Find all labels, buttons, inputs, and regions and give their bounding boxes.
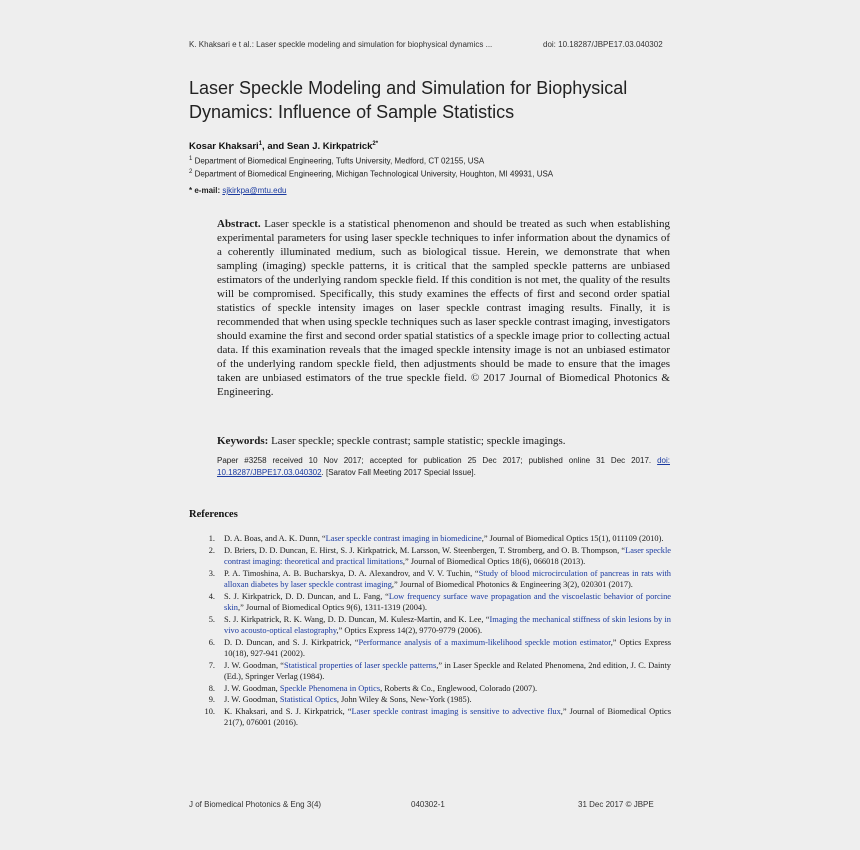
reference-text-tail: , John Wiley & Sons, New-York (1985). bbox=[336, 695, 472, 705]
author-2: , and Sean J. Kirkpatrick bbox=[262, 141, 373, 153]
paper-history-text: Paper #3258 received 10 Nov 2017; accepted for publication 25 Dec 2017; published online 31 Dec 2017. bbox=[217, 456, 652, 465]
reference-text: D. Briers, D. D. Duncan, E. Hirst, S. J. Kirkpatrick, M. Larsson, W. Steenbergen, T. Stromberg, and O. B. Thompson, “ bbox=[224, 545, 626, 555]
reference-text: D. A. Boas, and A. K. Dunn, “ bbox=[224, 534, 326, 543]
author-1: Kosar Khaksari bbox=[189, 141, 259, 153]
reference-number: 8. bbox=[208, 683, 215, 693]
abstract-text: Laser speckle is a statistical phenomenon and should be treated as such when establishing experimental parameters for using laser speckle techniques to infer information about the dynamics of a coherently illuminated medium, such as biological tissue. Herein, we demonstrate that when sampling (imaging) speckle patterns, it is critical that the sampled speckle patterns are unbiased estimators of the underlying random speckle field. If this condition is not met, the quality of the results will be compromised. Specifically, this study examines the effects of first and second order spatial statistics of speckle intensity images on laser speckle contrast imaging results. Finally, it is recommended that when using speckle techniques such as laser speckle contrast imaging, investigators should examine the first and second order spatial statistics of a speckle image prior to collecting actual data. If this examination reveals that the imaged speckle intensity image is not an unbiased estimator of the underlying random speckle field, then adjustments should be made to ensure that the images taken are unbiased estimators of the true speckle field. © 2017 Journal of Biomedical Photonics & Engineering. bbox=[217, 218, 670, 398]
reference-number: 1. bbox=[208, 534, 215, 543]
reference-link[interactable]: Laser speckle contrast imaging: theoretical and practical limitations bbox=[224, 545, 671, 566]
reference-item bbox=[189, 614, 671, 637]
references-heading: References bbox=[189, 509, 238, 520]
reference-text: D. D. Duncan, and S. J. Kirkpatrick, “ bbox=[224, 637, 359, 647]
reference-item bbox=[189, 637, 671, 660]
affiliation-2-text: Department of Biomedical Engineering, Michigan Technological University, Houghton, MI 49931, USA bbox=[194, 169, 554, 179]
affiliation-2-mark: 2 bbox=[189, 169, 193, 175]
reference-link[interactable]: Study of blood microcirculation of pancreas in rats with alloxan diabetes by laser speckle contrast imaging bbox=[224, 568, 671, 589]
reference-text-tail: , Roberts & Co., Englewood, Colorado (2007). bbox=[380, 683, 538, 693]
footer-page-id: 040302-1 bbox=[411, 800, 445, 809]
author-list bbox=[189, 141, 378, 152]
keywords-text: Laser speckle; speckle contrast; sample statistic; speckle imagings. bbox=[268, 435, 566, 447]
affiliation-1-mark: 1 bbox=[189, 156, 193, 162]
reference-text-tail: ,” Journal of Biomedical Optics 18(6), 066018 (2013). bbox=[402, 557, 586, 566]
reference-item bbox=[189, 660, 671, 683]
paper-title bbox=[189, 76, 669, 124]
reference-text: J. W. Goodman, bbox=[224, 683, 280, 693]
reference-number: 10. bbox=[204, 706, 215, 716]
reference-number: 5. bbox=[208, 614, 215, 624]
reference-text-tail: ,” Journal of Biomedical Optics 9(6), 1311-1319 (2004). bbox=[237, 603, 427, 612]
reference-text-tail: ,” Optics Express 14(2), 9770-9779 (2006). bbox=[336, 626, 483, 635]
reference-number: 2. bbox=[208, 545, 215, 555]
running-header-title: K. Khaksari e t al.: Laser speckle modeling and simulation for biophysical dynamics ... bbox=[189, 40, 493, 49]
reference-link[interactable]: Statistical properties of laser speckle patterns bbox=[284, 660, 437, 670]
doi-link[interactable]: doi: 10.18287/JBPE17.03.040302 bbox=[217, 456, 670, 477]
reference-text: K. Khaksari, and S. J. Kirkpatrick, “ bbox=[224, 706, 352, 716]
reference-item bbox=[189, 533, 671, 544]
reference-text-tail: ,” Journal of Biomedical Photonics & Engineering 3(2), 020301 (2017). bbox=[391, 580, 633, 589]
reference-link[interactable]: Speckle Phenomena in Optics bbox=[279, 683, 381, 693]
footer-date: 31 Dec 2017 © JBPE bbox=[578, 800, 654, 809]
reference-text: J. W. Goodman, bbox=[224, 695, 280, 705]
paper-title-line-2: Dynamics: Influence of Sample Statistics bbox=[189, 102, 515, 122]
corresponding-email bbox=[189, 186, 287, 195]
reference-number: 6. bbox=[208, 637, 215, 647]
reference-item bbox=[189, 683, 671, 694]
author-1-affil-mark: 1 bbox=[258, 141, 263, 147]
reference-link[interactable]: Laser speckle contrast imaging in biomedicine bbox=[325, 534, 482, 543]
email-link[interactable]: sjkirkpa@mtu.edu bbox=[222, 186, 287, 195]
reference-item bbox=[189, 545, 671, 568]
author-2-affil-mark: 2* bbox=[372, 141, 379, 147]
reference-number: 7. bbox=[208, 660, 215, 670]
abstract bbox=[217, 217, 670, 399]
reference-text-tail: ,” in Laser Speckle and Related Phenomena, 2nd edition, J. C. Dainty (Ed.), Springer Verlag (1984). bbox=[224, 660, 671, 681]
affiliation-2 bbox=[189, 169, 553, 179]
reference-item bbox=[189, 694, 671, 705]
reference-link[interactable]: Performance analysis of a maximum-likelihood speckle motion estimator bbox=[358, 637, 611, 647]
reference-text: S. J. Kirkpatrick, D. D. Duncan, and L. Fang, “ bbox=[224, 591, 389, 601]
reference-text-tail: ,” Journal of Biomedical Optics 15(1), 011109 (2010). bbox=[481, 534, 664, 543]
reference-item bbox=[189, 568, 671, 591]
paper-title-line-1: Laser Speckle Modeling and Simulation for Biophysical bbox=[189, 78, 628, 98]
reference-link[interactable]: Statistical Optics bbox=[279, 695, 337, 705]
reference-link[interactable]: Low frequency surface wave propagation and the viscoelastic behavior of porcine skin bbox=[224, 591, 671, 612]
affiliation-1-text: Department of Biomedical Engineering, Tufts University, Medford, CT 02155, USA bbox=[194, 156, 485, 166]
reference-link[interactable]: Imaging the mechanical stiffness of skin lesions by in vivo acousto-optical elastography bbox=[224, 614, 671, 635]
keywords-label: Keywords: bbox=[217, 435, 269, 447]
reference-text: J. W. Goodman, “ bbox=[224, 660, 285, 670]
reference-text-tail: ,” Optics Express 10(18), 927-941 (2002). bbox=[224, 637, 671, 658]
running-header-doi: doi: 10.18287/JBPE17.03.040302 bbox=[543, 40, 663, 49]
affiliation-1 bbox=[189, 156, 484, 166]
reference-link[interactable]: Laser speckle contrast imaging is sensitive to advective flux bbox=[351, 706, 561, 716]
reference-number: 3. bbox=[208, 568, 215, 578]
abstract-label: Abstract. bbox=[217, 218, 261, 230]
references-list bbox=[189, 533, 671, 729]
email-label: * e-mail: bbox=[189, 186, 221, 195]
reference-text: S. J. Kirkpatrick, R. K. Wang, D. D. Duncan, M. Kulesz-Martin, and K. Lee, “ bbox=[224, 614, 490, 624]
paper-history-tail: . [Saratov Fall Meeting 2017 Special Issue]. bbox=[321, 468, 476, 477]
keywords bbox=[217, 435, 670, 447]
reference-number: 4. bbox=[208, 591, 215, 601]
paper-history bbox=[217, 455, 670, 479]
reference-number: 9. bbox=[208, 695, 215, 705]
reference-item bbox=[189, 591, 671, 614]
reference-text: P. A. Timoshina, A. B. Bucharskya, D. A. Alexandrov, and V. V. Tuchin, “ bbox=[224, 568, 479, 578]
footer-journal: J of Biomedical Photonics & Eng 3(4) bbox=[189, 800, 322, 809]
reference-item bbox=[189, 706, 671, 729]
reference-text-tail: ,” Journal of Biomedical Optics 21(7), 076001 (2016). bbox=[224, 706, 671, 728]
